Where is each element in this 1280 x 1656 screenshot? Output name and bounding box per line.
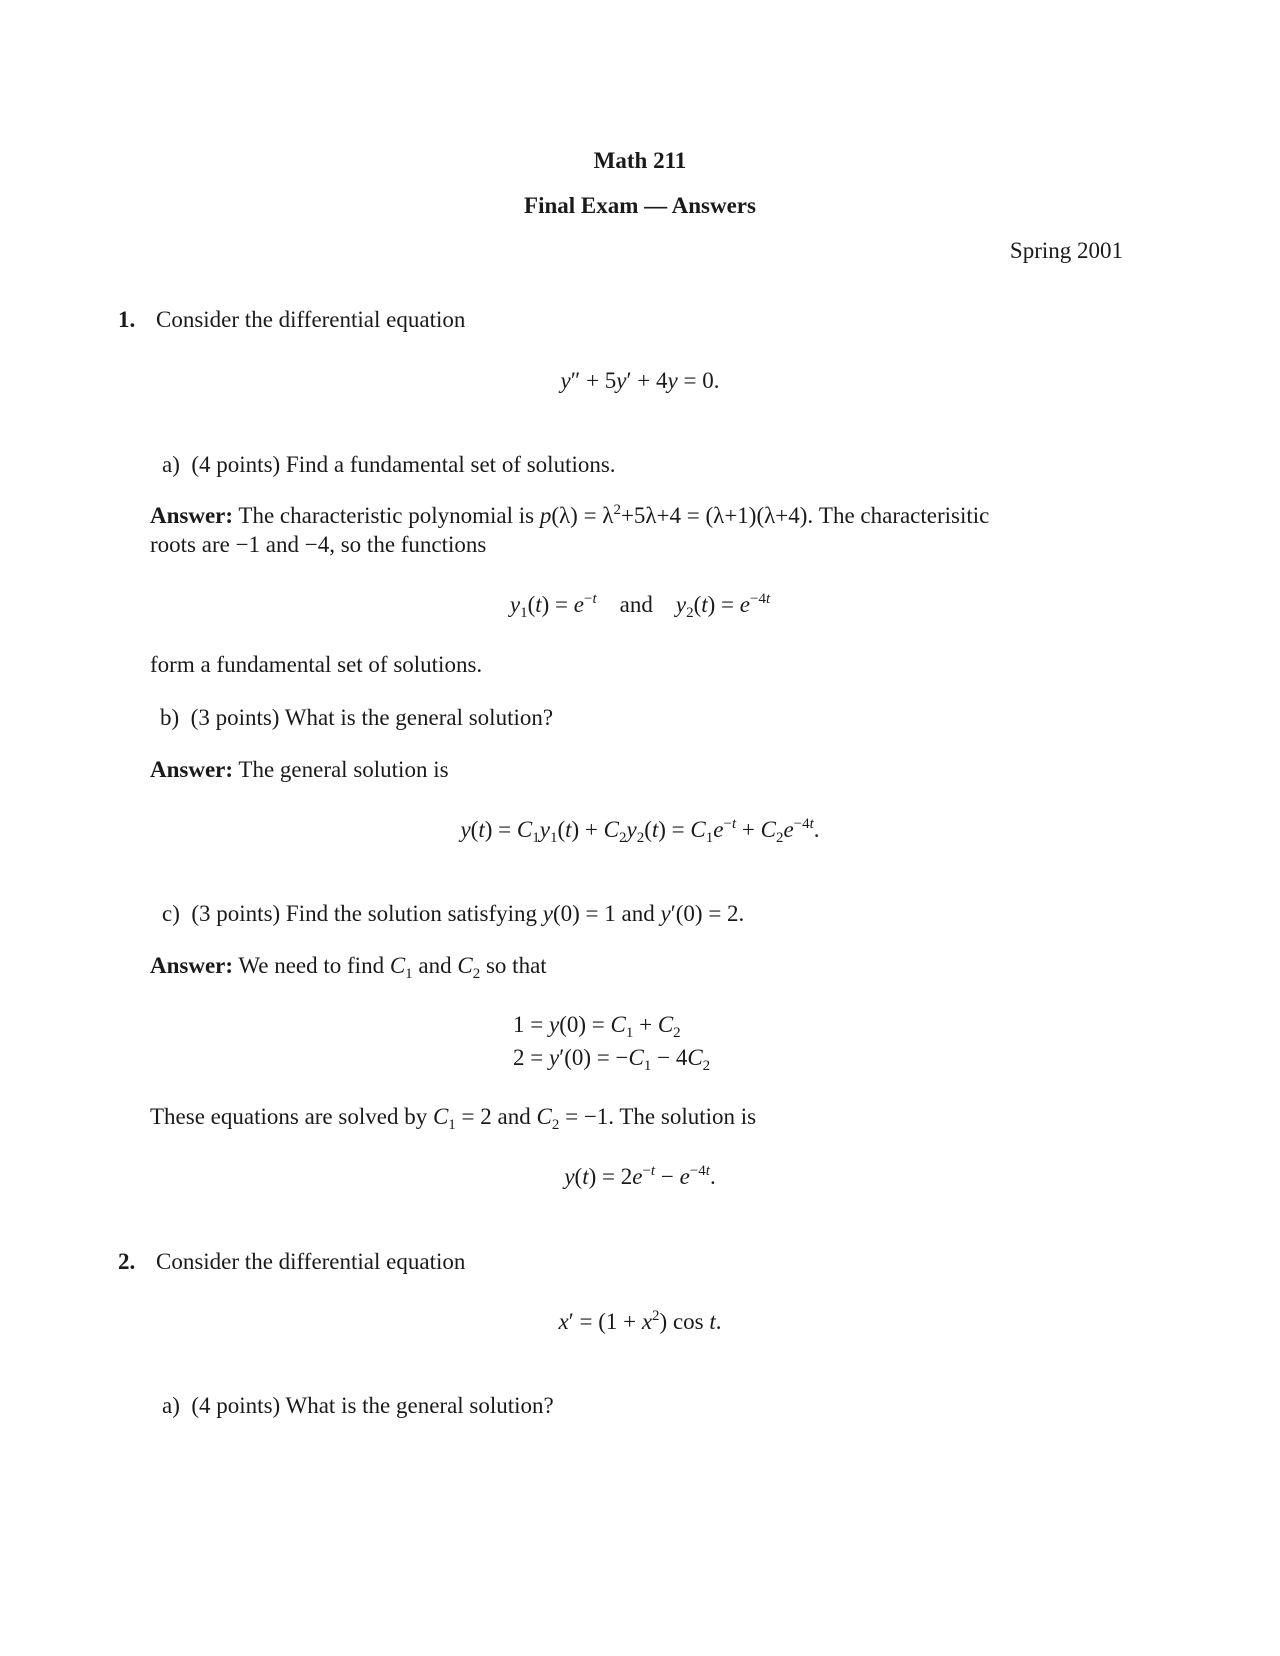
part-question: (4 points) Find a fundamental set of solutions. <box>191 452 616 477</box>
part-label: a) <box>162 452 180 477</box>
part-c-answer: Answer: We need to find $C_1$ and $C_2$ so that <box>150 953 547 982</box>
equation-fundamental-set: $y_1(t) = e^{-t}$ and $y_2(t) = e^{-4t}$ <box>509 591 771 621</box>
part-question: (3 points) What is the general solution? <box>190 705 554 730</box>
equation-system-line1: $1 = y(0) = C_1 + C_2$ <box>513 1012 681 1041</box>
and-word: and <box>619 592 653 617</box>
part-a-answer-line1 <box>150 501 989 531</box>
part-a-closing: form a fundamental set of solutions. <box>150 652 483 677</box>
answer-text: We need to find <box>238 953 385 978</box>
problem-2-heading <box>118 1247 465 1277</box>
part-b-question <box>160 703 553 733</box>
part-a-question <box>162 450 616 480</box>
and-word: and <box>418 953 452 978</box>
problem-intro: Consider the differential equation <box>156 1249 466 1274</box>
and-word: and <box>497 1104 531 1129</box>
part-b-answer <box>150 755 449 785</box>
solved-suffix: . The solution is <box>608 1104 757 1129</box>
problem-1-heading <box>118 305 465 335</box>
part-question: (3 points) Find the solution satisfying <box>191 901 538 926</box>
char-poly-math: $p(\lambda) = \lambda^2+5\lambda+4 = (\lambda+1)(\lambda+4)$ <box>539 502 808 528</box>
course-title: Math 211 <box>593 148 687 173</box>
answer-text-after: . The characterisitic <box>807 503 990 528</box>
equation-system-line2: $2 = y'(0) = -C_1 - 4C_2$ <box>513 1045 711 1074</box>
answer-text: The general solution is <box>238 757 449 782</box>
part-label: c) <box>162 901 180 926</box>
and-word: and <box>621 901 655 926</box>
exam-term: Spring 2001 <box>1009 238 1123 263</box>
problem-intro: Consider the differential equation <box>156 307 466 332</box>
part-c-solved: These equations are solved by $C_1 = 2$ and $C_2 = -1$. The solution is <box>150 1104 757 1133</box>
part-question: (4 points) What is the general solution? <box>191 1393 554 1418</box>
equation-ode-2: $x' = (1 + x^2)$ cos t. <box>558 1308 722 1334</box>
problem-number: 1. <box>118 307 136 332</box>
answer-label: Answer: <box>150 953 234 978</box>
part-label: a) <box>162 1393 180 1418</box>
part-label: b) <box>160 705 180 730</box>
equation-general-solution: $y(t) = C_1y_1(t) + C_2y_2(t) = C_1e^{-t} + C_2e^{-4t}$. <box>460 816 820 846</box>
exam-title: Final Exam — Answers <box>524 193 756 218</box>
equation-ode-1: y″ + 5y′ + 4y = 0. <box>560 368 720 393</box>
solved-text: These equations are solved by <box>150 1104 428 1129</box>
problem-number: 2. <box>118 1249 136 1274</box>
part-a-answer-line2: roots are −1 and −4, so the functions <box>150 532 487 557</box>
answer-label: Answer: <box>150 757 234 782</box>
answer-text: The characteristic polynomial is <box>238 503 535 528</box>
part-c-question: c) (3 points) Find the solution satisfying y(0) = 1 and y′(0) = 2. <box>162 901 745 926</box>
answer-label: Answer: <box>150 503 234 528</box>
problem-2-part-a-question <box>162 1391 554 1421</box>
answer-suffix: so that <box>485 953 547 978</box>
equation-particular-solution: $y(t) = 2e^{-t} - e^{-4t}$. <box>564 1163 716 1189</box>
